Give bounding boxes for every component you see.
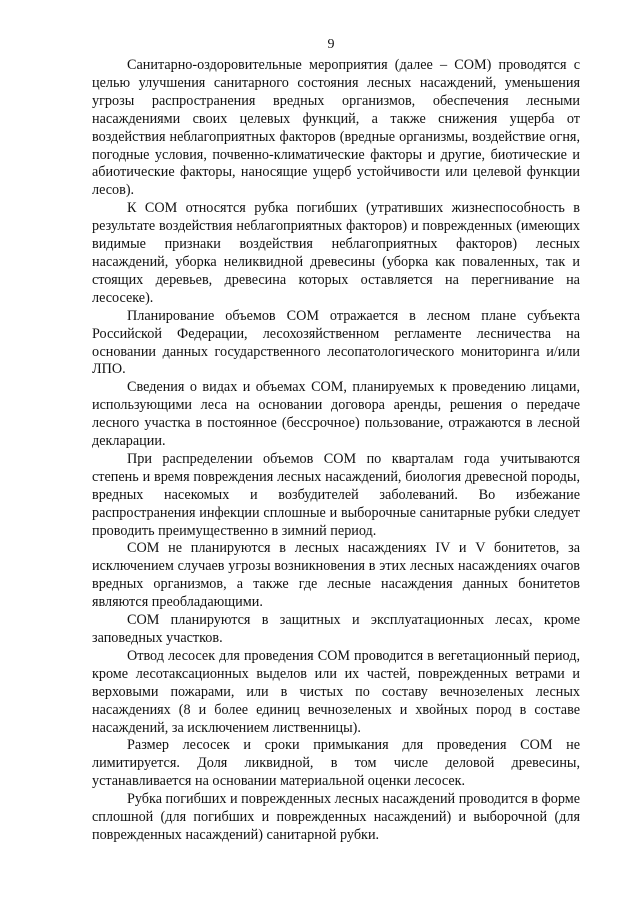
paragraph-bonitet-exclusion: СОМ не планируются в лесных насаждениях IV и V бонитетов, за исключением случаев угрозы возникновения в этих лесных насаждениях очагов вредных организмов, а также где лесные насаждения данных бонитетов являются преобладающими.	[92, 540, 580, 611]
paragraph-som-definition: Санитарно-оздоровительные мероприятия (далее – СОМ) проводятся с целью улучшения санитарного состояния лесных насаждений, уменьшения угрозы распространения вредных организмов, обеспечения лесными насаждениями своих целевых функций, а также снижения ущерба от воздействия неблагоприятных факторов (вредные организмы, воздействие огня, погодные условия, почвенно-климатические факторы и другие, биотические и абиотические факторы, наносящие ущерб устойчивости или целевой функции лесов).	[92, 57, 580, 199]
paragraph-cutting-area-allotment: Отвод лесосек для проведения СОМ проводится в вегетационный период, кроме лесотаксационных выделов или их частей, поврежденных ветрами и верховыми пожарами, или в чистых по составу вечнозеленых лесных насаждениях (8 и более единиц вечнозеленых и хвойных пород в составе насаждений, за исключением лиственницы).	[92, 647, 580, 736]
paragraph-som-planning: Планирование объемов СОМ отражается в лесном плане субъекта Российской Федерации, лесохозяйственном регламенте лесничества на основании данных государственного лесопатологического мониторинга и/или ЛПО.	[92, 307, 580, 378]
paragraph-sanitary-felling: Рубка погибших и поврежденных лесных насаждений проводится в форме сплошной (для погибших и поврежденных насаждений) и выборочной (для поврежденных насаждений) санитарной рубки.	[92, 791, 581, 843]
page-number: 9	[327, 37, 335, 52]
paragraph-cutting-area-size: Размер лесосек и сроки примыкания для проведения СОМ не лимитируется. Доля ликвидной, в том числе деловой древесины, устанавливается на основании материальной оценки лесосек.	[92, 737, 580, 790]
paragraph-som-types: К СОМ относятся рубка погибших (утративших жизнеспособность в результате воздействия неблагоприятных факторов) и поврежденных (имеющих видимые признаки воздействия неблагоприятных факторов) лесных насаждений, уборка неликвидной древесины (уборка как поваленных, так и стоящих деревьев, древесина которых оставляется на перегнивание на лесосеке).	[92, 200, 580, 306]
paragraph-forest-declaration: Сведения о видах и объемах СОМ, планируемых к проведению лицами, использующими леса на основании договора аренды, решения о передаче лесного участка в постоянное (бессрочное) пользование, отражаются в лесной декларации.	[92, 379, 580, 450]
paragraph-protective-forests: СОМ планируются в защитных и эксплуатационных лесах, кроме заповедных участков.	[92, 612, 580, 646]
paragraph-quarterly-distribution: При распределении объемов СОМ по кварталам года учитываются степень и время повреждения лесных насаждений, биология древесной породы, вредных насекомых и возбудителей заболеваний. Во избежание распространения инфекции сплошные и выборочные санитарные рубки следует проводить преимущественно в зимний период.	[92, 450, 580, 539]
